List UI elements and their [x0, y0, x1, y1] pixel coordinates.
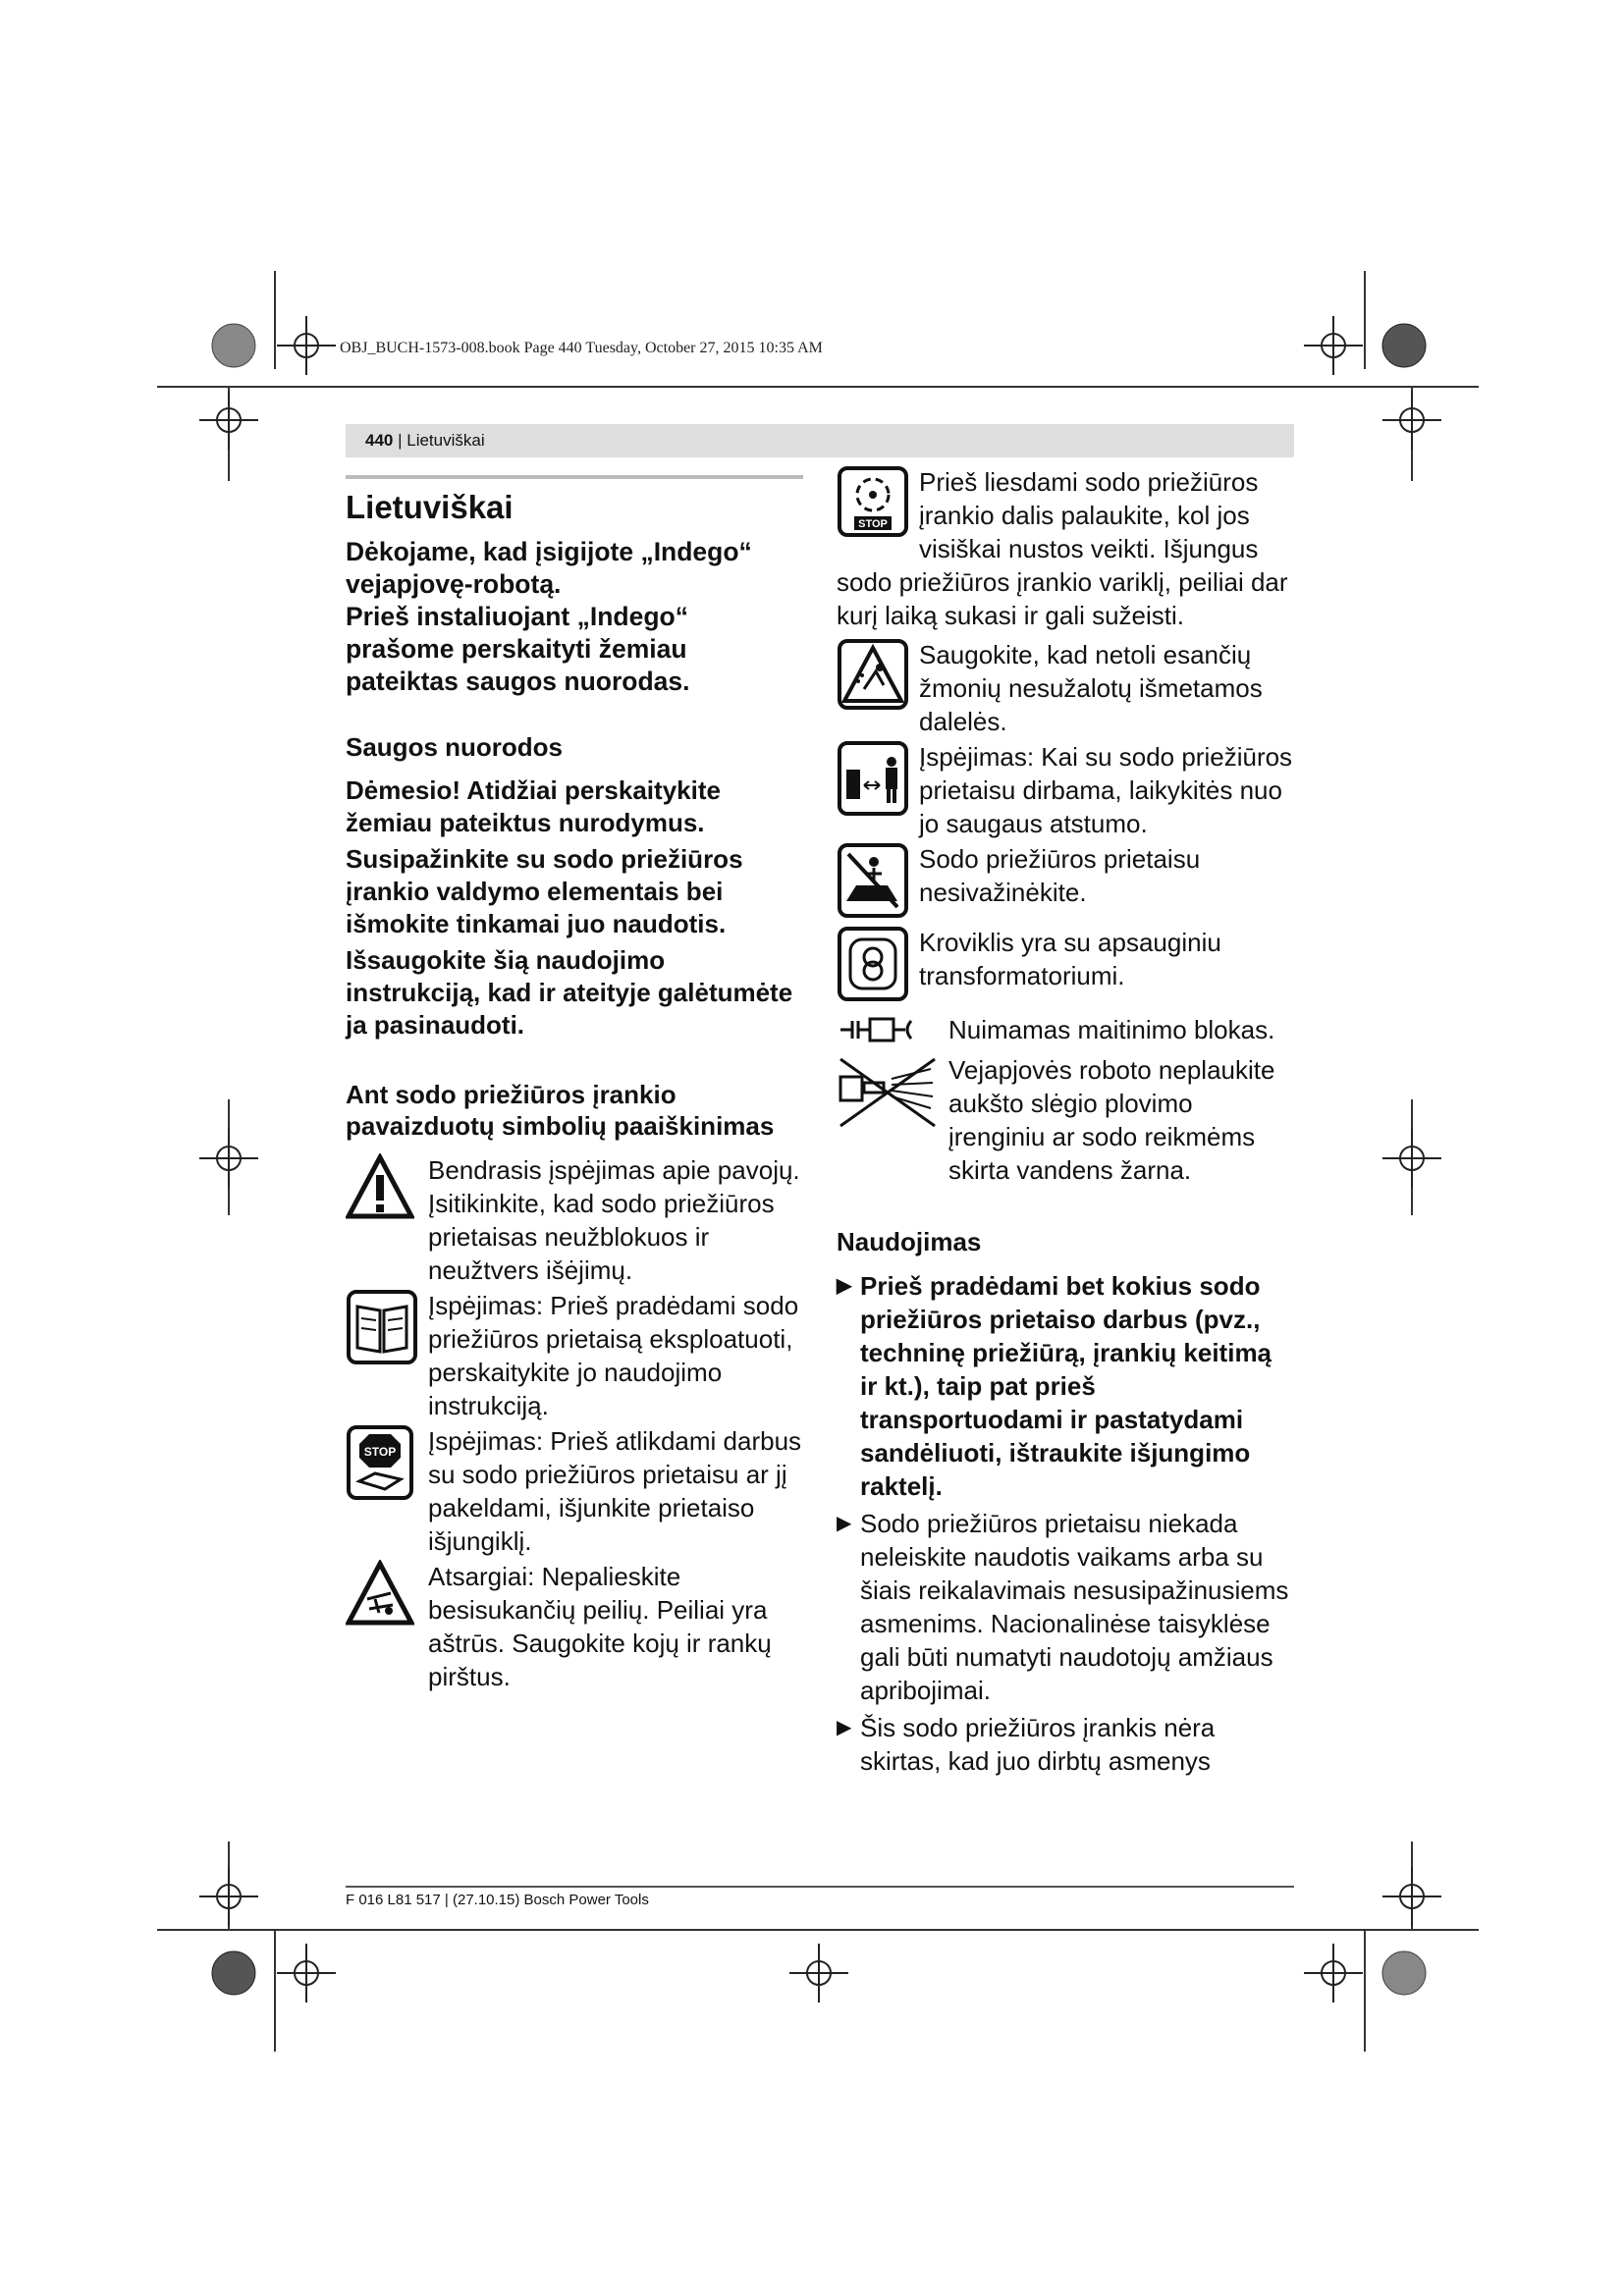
symbols-heading: Ant sodo priežiūros įrankio pavaizduotų simbolių paaiškinimas — [346, 1080, 775, 1141]
usage-item: ▶ Šis sodo priežiūros įrankis nėra skirtas, kad juo dirbtų asmenys — [837, 1713, 1216, 1776]
footer-brand: Bosch Power Tools — [523, 1892, 649, 1908]
symbol-text: Sodo priežiūros prietaisu nesivažinėkite. — [919, 844, 1201, 907]
usage-item: ▶ Prieš pradėdami bet kokius sodo priežiūros prietaiso darbus (pvz., techninę priežiūrą, įrankių keitimą ir kt.), taip pat prieš transportuodami ir pastatydami sandėliuoti, ištraukite išjungimo raktelį. — [837, 1271, 1272, 1501]
page-number: 440 — [365, 431, 394, 450]
stop-switch-icon — [346, 1424, 428, 1506]
symbol-entry — [837, 638, 1294, 738]
usage-list — [837, 1269, 1294, 1778]
symbol-entry — [346, 1289, 803, 1422]
manual-book-icon — [346, 1289, 428, 1370]
left-column — [346, 475, 803, 1695]
no-high-pressure-wash-icon — [837, 1053, 948, 1137]
safety-transformer-icon — [837, 926, 919, 1007]
symbol-entry — [837, 1053, 1294, 1187]
page-header — [346, 424, 1294, 457]
svg-text:STOP: STOP — [858, 518, 888, 530]
safety-paragraph: Išsaugokite šią naudojimo instrukciją, kad ir ateityje galėtumėte ja pasinaudoti. — [346, 945, 793, 1040]
symbol-entry — [837, 465, 1294, 632]
warning-triangle-icon — [346, 1153, 428, 1227]
safety-paragraph: Dėmesio! Atidžiai perskaitykite žemiau pateiktus nurodymus. — [346, 775, 721, 837]
bullet-triangle-icon: ▶ — [837, 1513, 852, 1534]
right-column — [837, 465, 1294, 1782]
symbol-text: Vejapjovės roboto neplaukite aukšto slėgio plovimo įrenginiu ar sodo reikmėms skirta vandens žarna. — [948, 1055, 1275, 1185]
header-separator: | — [393, 431, 407, 450]
symbol-text: Atsargiai: Nepalieskite besisukančių peilių. Peiliai yra aštrūs. Saugokite kojų ir rankų pirštus. — [428, 1562, 772, 1691]
print-slug: OBJ_BUCH-1573-008.book Page 440 Tuesday, October 27, 2015 10:35 AM — [340, 340, 823, 356]
usage-item: ▶ Sodo priežiūros prietaisu niekada neleiskite naudotis vaikams arba su šiais reikalavimais nesusipažinusiems asmenims. Nacionalinėse taisyklėse gali būti numatyti naudotojų amžiaus apribojimai. — [837, 1509, 1289, 1705]
rotating-blades-icon — [346, 1560, 428, 1633]
bullet-triangle-icon: ▶ — [837, 1275, 852, 1297]
symbol-text: Prieš liesdami sodo priežiūros įrankio dalis palaukite, kol jos visiškai nustos veikti. Išjungus sodo priežiūros įrankio variklį, peiliai dar kurį laiką sukasi ir gali sužeisti. — [837, 467, 1288, 630]
page-title: Lietuviškai — [346, 489, 514, 525]
footer-date: (27.10.15) — [452, 1892, 520, 1908]
svg-text:STOP: STOP — [363, 1445, 397, 1459]
symbol-entry — [346, 1424, 803, 1558]
column-rule — [346, 475, 803, 479]
symbol-text: Bendrasis įspėjimas apie pavojų. Įsitikinkite, kad sodo priežiūros prietaisas neužblokuos ir neužtvers išėjimų. — [428, 1155, 800, 1285]
symbol-text: Įspėjimas: Prieš atlikdami darbus su sodo priežiūros prietaisu ar jį pakeldami, išjunkite prietaiso išjungiklį. — [428, 1426, 802, 1556]
header-language: Lietuviškai — [406, 431, 485, 450]
safety-heading: Saugos nuorodos — [346, 732, 563, 762]
footer-code: F 016 L81 517 — [346, 1892, 441, 1908]
detachable-supply-icon — [837, 1013, 948, 1051]
symbol-entry — [346, 1560, 803, 1693]
symbol-text: Įspėjimas: Prieš pradėdami sodo priežiūros prietaisą eksploatuoti, perskaitykite jo naudojimo instrukciją. — [428, 1291, 799, 1420]
stop-rotating-blade-icon — [837, 465, 919, 560]
symbol-text: Saugokite, kad netoli esančių žmonių nesužalotų išmetamos dalelės. — [919, 640, 1263, 736]
symbol-entry — [837, 842, 1294, 924]
symbol-entry — [837, 1013, 1294, 1051]
safe-distance-icon — [837, 740, 919, 822]
safety-paragraph: Susipažinkite su sodo priežiūros įrankio valdymo elementais bei išmokite tinkamai juo naudotis. — [346, 844, 743, 938]
symbol-text: Įspėjimas: Kai su sodo priežiūros prietaisu dirbama, laikykitės nuo jo saugaus atstumo. — [919, 742, 1293, 838]
symbol-text: Nuimamas maitinimo blokas. — [948, 1015, 1275, 1044]
page-footer: F 016 L81 517 | (27.10.15) Bosch Power Tools — [346, 1886, 1294, 1908]
intro-read-safety: Prieš instaliuojant „Indego“ prašome perskaityti žemiau pateiktas saugos nuorodas. — [346, 602, 690, 696]
usage-heading: Naudojimas — [837, 1227, 982, 1256]
symbol-entry — [837, 926, 1294, 1007]
symbol-entry — [837, 740, 1294, 840]
no-riding-icon — [837, 842, 919, 924]
symbol-entry — [346, 1153, 803, 1287]
thrown-objects-icon — [837, 638, 919, 716]
symbol-text: Kroviklis yra su apsauginiu transformatoriumi. — [919, 928, 1221, 990]
bullet-triangle-icon: ▶ — [837, 1717, 852, 1738]
intro-thanks: Dėkojame, kad įsigijote „Indego“ vejapjovę-robotą. — [346, 537, 752, 599]
